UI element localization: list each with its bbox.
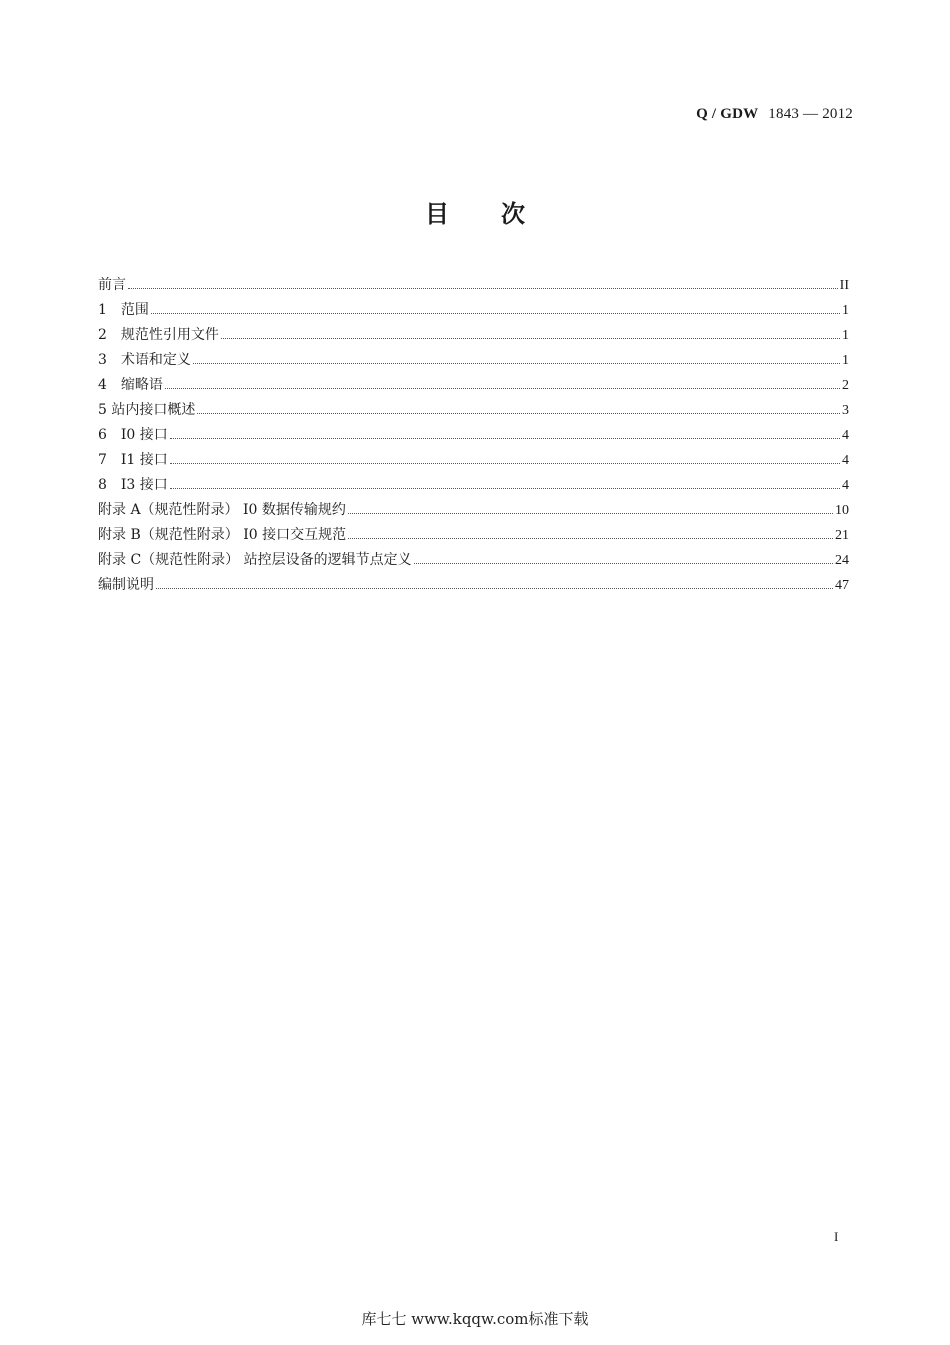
toc-entry-page: 2 [842, 378, 849, 393]
toc-entry[interactable] [98, 523, 849, 548]
toc-entry[interactable] [98, 373, 849, 398]
toc-leader-dots [151, 312, 840, 314]
toc-leader-dots [170, 437, 840, 439]
toc-entry[interactable] [98, 423, 849, 448]
toc-leader-dots [128, 287, 838, 289]
toc-entry-label: 编制说明 [98, 577, 154, 593]
toc-entry[interactable] [98, 323, 849, 348]
footer-watermark: 库七七 www.kqqw.com标准下载 [361, 1310, 589, 1328]
toc-leader-dots [156, 587, 833, 589]
standard-number: 1843 — 2012 [768, 106, 853, 122]
toc-entry-label: 2 规范性引用文件 [98, 327, 219, 343]
toc-entry-page: 47 [835, 578, 849, 593]
toc-entry-page: 24 [835, 553, 849, 568]
toc-entry-page: 21 [835, 528, 849, 543]
toc-entry-label: 3 术语和定义 [98, 352, 191, 368]
toc-entry-label: 1 范围 [98, 302, 149, 318]
toc-entry-page: 1 [842, 303, 849, 318]
toc-leader-dots [414, 562, 833, 564]
toc-leader-dots [170, 462, 840, 464]
toc-entry[interactable] [98, 573, 849, 598]
toc-entry-label: 7 I1 接口 [98, 452, 168, 468]
toc-entry-page: 1 [842, 353, 849, 368]
toc-leader-dots [221, 337, 840, 339]
toc-entry[interactable] [98, 398, 849, 423]
toc-entry-label: 附录 B（规范性附录） I0 接口交互规范 [98, 527, 347, 543]
toc-entry-page: 4 [842, 478, 849, 493]
toc-entry[interactable] [98, 273, 849, 298]
toc-entry-page: 1 [842, 328, 849, 343]
toc-entry-label: 8 I3 接口 [98, 477, 168, 493]
toc-entry-page: II [839, 278, 849, 293]
toc-entry[interactable] [98, 448, 849, 473]
toc-entry[interactable] [98, 498, 849, 523]
toc-entry-label: 前言 [98, 277, 126, 293]
toc-entry-label: 附录 A（规范性附录） I0 数据传输规约 [98, 502, 346, 518]
toc-entry[interactable] [98, 348, 849, 373]
toc-entry-page: 4 [842, 428, 849, 443]
toc-entry-label: 4 缩略语 [98, 377, 163, 393]
toc-entry[interactable] [98, 473, 849, 498]
toc-leader-dots [348, 537, 833, 539]
toc-entry-page: 3 [842, 403, 849, 418]
toc-entry-page: 4 [842, 453, 849, 468]
toc-entry[interactable] [98, 548, 849, 573]
toc-entry-label: 附录 C（规范性附录） 站控层设备的逻辑节点定义 [98, 552, 412, 568]
page-number: I [834, 1229, 839, 1244]
toc-entry-label: 5 站内接口概述 [98, 402, 196, 418]
toc-entry-page: 10 [835, 503, 849, 518]
standard-code: Q / GDW [696, 106, 759, 122]
toc-entry-label: 6 I0 接口 [98, 427, 168, 443]
toc-leader-dots [193, 362, 840, 364]
toc-leader-dots [197, 412, 840, 414]
toc-leader-dots [170, 487, 840, 489]
toc-leader-dots [165, 387, 840, 389]
page-title: 目次 [425, 200, 577, 228]
document-header [696, 106, 853, 123]
toc-leader-dots [348, 512, 833, 514]
table-of-contents [98, 273, 849, 598]
toc-entry[interactable] [98, 298, 849, 323]
